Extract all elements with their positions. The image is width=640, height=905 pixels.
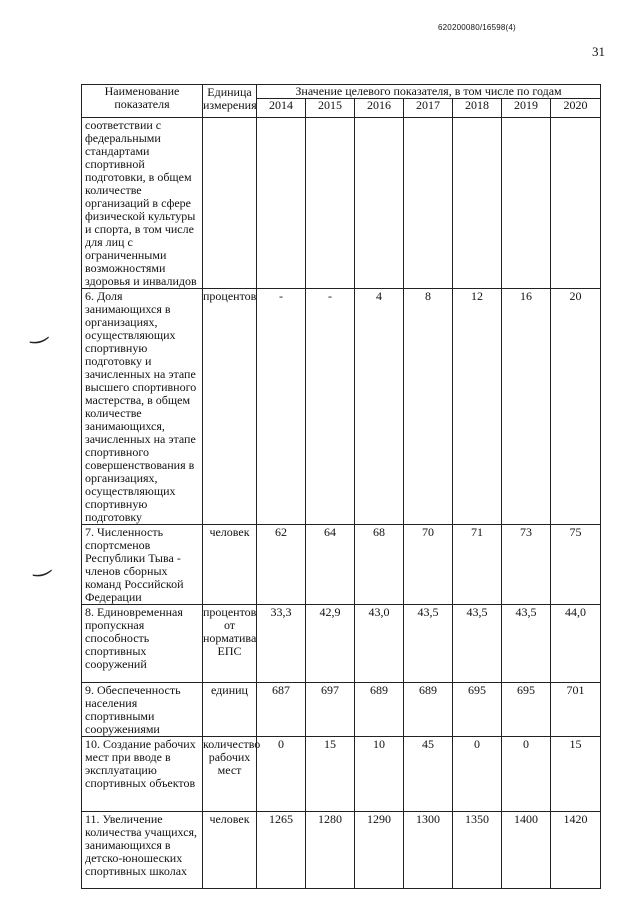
indicator-unit: процентов [203,289,257,525]
table-row [82,118,601,289]
value-cell [257,118,306,289]
value-cell: 689 [404,683,453,737]
indicator-name: 10. Создание рабочих мест при вводе в эксплуатацию спортивных объектов [82,737,203,812]
header-unit: Единица измерения [203,85,257,118]
value-cell: 73 [502,525,551,605]
header-year: 2017 [404,99,453,118]
value-cell [404,118,453,289]
value-cell: 45 [404,737,453,812]
indicator-name: 9. Обеспеченность населения спортивными сооружениями [82,683,203,737]
value-cell: 64 [306,525,355,605]
value-cell: 4 [355,289,404,525]
table-row [82,812,601,889]
value-cell [355,118,404,289]
table-row [82,737,601,812]
value-cell: - [306,289,355,525]
value-cell [551,118,601,289]
indicator-unit: человек [203,812,257,889]
value-cell: 42,9 [306,605,355,683]
value-cell: 10 [355,737,404,812]
value-cell: 12 [453,289,502,525]
value-cell: 16 [502,289,551,525]
header-year: 2015 [306,99,355,118]
value-cell: 689 [355,683,404,737]
table-row [82,683,601,737]
indicator-unit: единиц [203,683,257,737]
indicator-name: соответствии с федеральными стандартами спортивной подготовки, в общем количестве организаций в сфере физической культуры и спорта, в том числе для лиц с ограниченными возможностями здоровья и инвалидов [82,118,203,289]
value-cell: 701 [551,683,601,737]
value-cell: 1290 [355,812,404,889]
value-cell: 0 [257,737,306,812]
value-cell: 687 [257,683,306,737]
value-cell: 8 [404,289,453,525]
value-cell: 68 [355,525,404,605]
value-cell [453,118,502,289]
value-cell: 15 [551,737,601,812]
value-cell: 1300 [404,812,453,889]
margin-checkmark: ‿ [24,316,49,345]
value-cell: 695 [502,683,551,737]
value-cell: 1280 [306,812,355,889]
indicator-name: 11. Увеличение количества учащихся, занимающихся в детско-юношеских спортивных школах [82,812,203,889]
header-target-values: Значение целевого показателя, в том числе по годам [257,85,601,99]
value-cell: 75 [551,525,601,605]
indicator-unit: количество рабочих мест [203,737,257,812]
value-cell: 43,5 [404,605,453,683]
value-cell: 0 [502,737,551,812]
table-row [82,289,601,525]
indicator-unit: человек [203,525,257,605]
value-cell: 1420 [551,812,601,889]
table-row [82,605,601,683]
value-cell: 44,0 [551,605,601,683]
header-year: 2019 [502,99,551,118]
header-year: 2016 [355,99,404,118]
value-cell: 1400 [502,812,551,889]
indicators-table [81,84,601,889]
value-cell: - [257,289,306,525]
indicator-name: 7. Численность спортсменов Республики Тыва - членов сборных команд Российской Федерации [82,525,203,605]
header-year: 2014 [257,99,306,118]
value-cell: 33,3 [257,605,306,683]
value-cell: 43,0 [355,605,404,683]
margin-checkmark: ‿ [27,549,52,578]
value-cell: 20 [551,289,601,525]
value-cell: 15 [306,737,355,812]
page-number: 31 [592,44,605,59]
value-cell: 62 [257,525,306,605]
header-year: 2020 [551,99,601,118]
document-id: 620200080/16598(4) [438,23,516,32]
value-cell: 1265 [257,812,306,889]
indicator-name: 6. Доля занимающихся в организациях, осуществляющих спортивную подготовку и зачисленных на этапе высшего спортивного мастерства, в общем количестве занимающихся, зачисленных на этапе спортивного совершенствования в организациях, осуществляющих спортивную подготовку [82,289,203,525]
value-cell: 697 [306,683,355,737]
value-cell: 43,5 [502,605,551,683]
value-cell: 695 [453,683,502,737]
table-row [82,525,601,605]
indicator-name: 8. Единовременная пропускная способность спортивных сооружений [82,605,203,683]
indicator-unit [203,118,257,289]
value-cell [502,118,551,289]
value-cell: 43,5 [453,605,502,683]
value-cell: 1350 [453,812,502,889]
indicator-unit: процентов от норматива ЕПС [203,605,257,683]
value-cell [306,118,355,289]
header-indicator-name: Наименование показателя [82,85,203,118]
value-cell: 70 [404,525,453,605]
value-cell: 71 [453,525,502,605]
header-year: 2018 [453,99,502,118]
value-cell: 0 [453,737,502,812]
